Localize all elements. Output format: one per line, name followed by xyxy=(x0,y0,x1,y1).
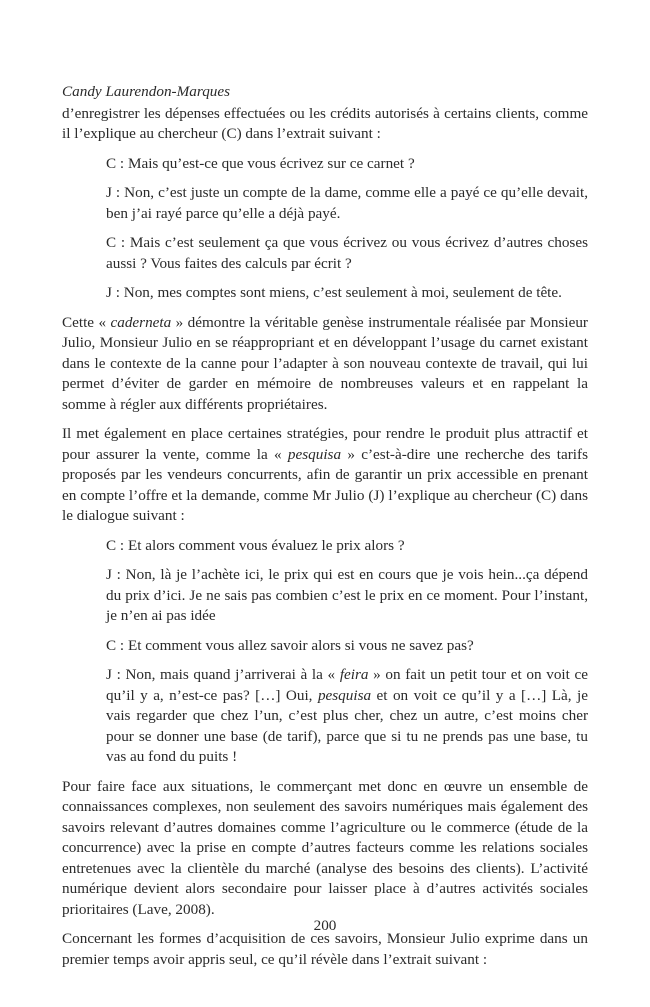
text-segment: Cette « xyxy=(62,313,111,331)
dialogue-line xyxy=(106,665,588,768)
text-segment: » c’est-à-dire une recherche des tarifs proposés par les vendeurs concurrents, afin de garantir un prix accessible en prenant en compte l’offre et la demande, comme Mr Julio (J) l’explique au chercheur (C) dans le dialogue suivant : xyxy=(62,445,588,524)
term-pesquisa: pesquisa xyxy=(287,445,342,463)
dialogue-line: J : Non, là je l’achète ici, le prix qui est en cours que je vois hein...ça dépend du prix d’ici. Je ne sais pas combien c’est le prix en ce moment. Pour l’instant, je n’en ai pas idée xyxy=(106,566,588,624)
paragraph-intro: d’enregistrer les dépenses effectuées ou les crédits autorisés à certains clients, comme il l’explique au chercheur (C) dans l’extrait suivant : xyxy=(62,104,588,142)
page-body xyxy=(62,82,588,979)
text-segment: Il met également en place certaines stratégies, pour rendre le produit plus attractif et pour assurer la vente, comme la « xyxy=(62,425,588,463)
term-caderneta: caderneta xyxy=(110,313,172,331)
dialogue-line: C : Mais c’est seulement ça que vous écrivez ou vous écrivez d’autres choses aussi ? Vous faites des calculs par écrit ? xyxy=(106,234,588,272)
text-segment: » démontre la véritable genèse instrumentale réalisée par Monsieur Julio, Monsieur Julio en se réappropriant et en développant l’usage du carnet existant dans le contexte de la canne pour l’adapter à son nouveau contexte de travail, qui lui permet d’éviter de garder en mémoire de nombreuses valeurs et en rappelant la somme à régler aux différents propriétaires. xyxy=(62,313,588,413)
dialogue-line: C : Et comment vous allez savoir alors si vous ne savez pas? xyxy=(106,636,474,654)
text-segment: J : Non, mais quand j’arriverai à la « xyxy=(106,666,340,683)
page-number: 200 xyxy=(313,917,337,934)
paragraph-acquisition: Concernant les formes d’acquisition de ces savoirs, Monsieur Julio exprime dans un premier temps avoir appris seul, ce qu’il révèle dans l’extrait suivant : xyxy=(62,930,588,968)
paragraph-pesquisa xyxy=(62,424,588,527)
term-pesquisa: pesquisa xyxy=(317,686,372,704)
dialogue-line: J : Non, mes comptes sont miens, c’est seulement à moi, seulement de tête. xyxy=(106,284,562,301)
running-head-author: Candy Laurendon-Marques xyxy=(62,83,231,100)
dialogue-extract-1 xyxy=(62,154,588,304)
dialogue-line: J : Non, c’est juste un compte de la dame, comme elle a payé ce qu’elle devait, ben j’ai rayé parce qu’elle a déjà payé. xyxy=(106,184,588,222)
paragraph-caderneta xyxy=(62,313,588,416)
paragraph-connaissances: Pour faire face aux situations, le commerçant met donc en œuvre un ensemble de connaissances complexes, non seulement des savoirs numériques mais également des savoirs relevant d’autres domaines comme l’agriculture ou le commerce (étude de la concurrence) avec la prise en compte d’autres facteurs comme les relations sociales entretenues avec la clientèle du marché (analyse des besoins des clients). L’activité numérique devient alors secondaire pour laisser place à d’autres activités sociales prioritaires (Lave, 2008). xyxy=(62,777,588,918)
dialogue-line: C : Mais qu’est-ce que vous écrivez sur ce carnet ? xyxy=(106,154,415,172)
dialogue-line: C : Et alors comment vous évaluez le prix alors ? xyxy=(106,536,405,554)
text-segment: » on fait un petit tour et on voit ce qu’il y a, n’est-ce pas? […] Oui, xyxy=(106,666,589,704)
text-segment: et on voit ce qu’il y a […] Là, je vais regarder que chez l’un, c’est plus cher, chez un autre, c’est moins cher pour se donner une base (de tarif), parce que si tu ne prends pas une base, tu vas au fond du puits ! xyxy=(106,686,588,765)
term-feira: feira xyxy=(339,666,369,683)
dialogue-extract-2 xyxy=(62,536,588,768)
